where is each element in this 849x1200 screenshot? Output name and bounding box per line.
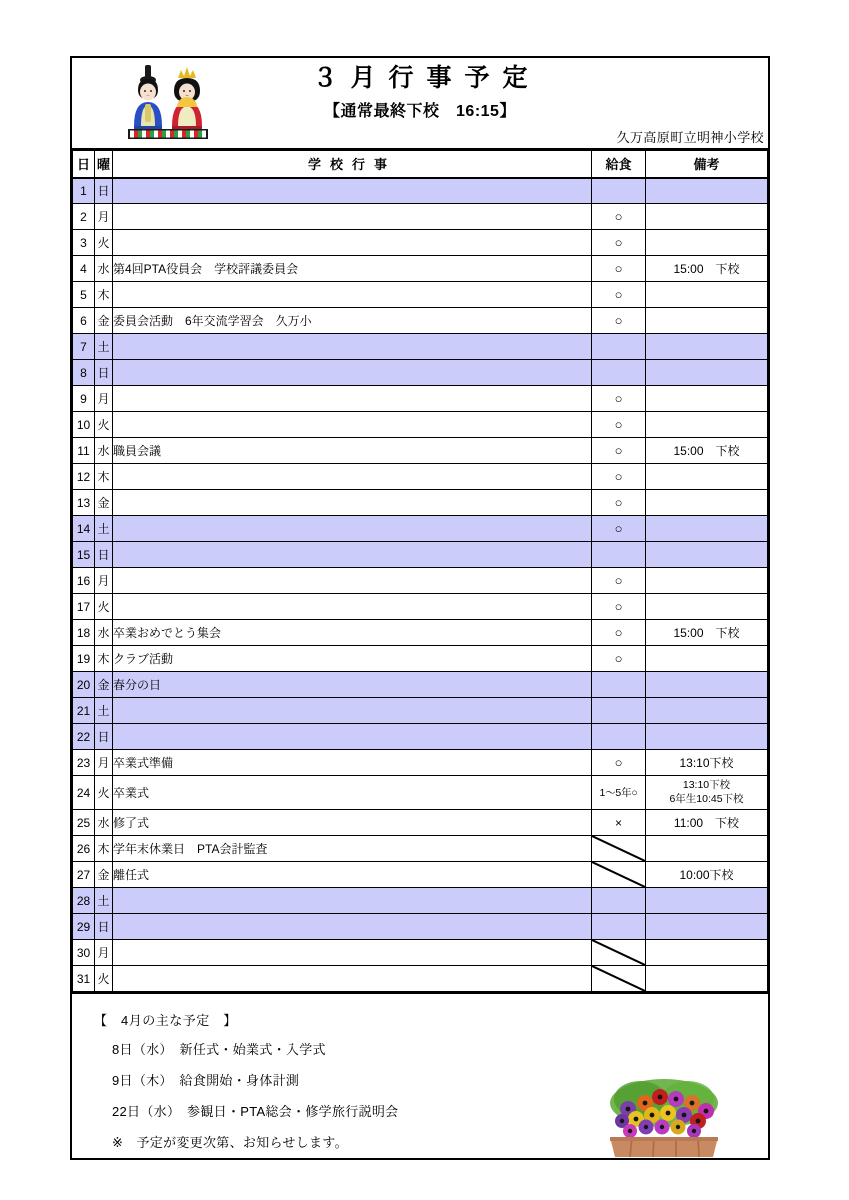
- cell-event: [113, 230, 592, 256]
- table-row: [73, 568, 768, 594]
- cell-weekday: 火: [95, 412, 113, 438]
- cell-event: 卒業おめでとう集会: [113, 620, 592, 646]
- cell-remarks: [646, 334, 768, 360]
- table-row: [73, 672, 768, 698]
- cell-day: 28: [73, 888, 95, 914]
- cell-lunch: [592, 776, 646, 810]
- cell-lunch: [592, 178, 646, 204]
- cell-lunch: [592, 646, 646, 672]
- cell-lunch: [592, 724, 646, 750]
- cell-weekday: 木: [95, 646, 113, 672]
- cell-remarks: 15:00 下校: [646, 256, 768, 282]
- table-row: [73, 360, 768, 386]
- cell-event: 第4回PTA役員会 学校評議委員会: [113, 256, 592, 282]
- cell-remarks: [646, 776, 768, 810]
- lunch-mark: ○: [614, 390, 623, 406]
- column-header-remarks: 備考: [646, 151, 768, 178]
- cell-weekday: 水: [95, 620, 113, 646]
- cell-weekday: 水: [95, 438, 113, 464]
- cell-lunch: [592, 966, 646, 992]
- cell-remarks: [646, 308, 768, 334]
- cell-event: [113, 412, 592, 438]
- calendar-sheet: [70, 56, 770, 1160]
- cell-day: 18: [73, 620, 95, 646]
- cell-weekday: 土: [95, 888, 113, 914]
- table-row: [73, 698, 768, 724]
- cell-weekday: 金: [95, 490, 113, 516]
- cell-weekday: 月: [95, 386, 113, 412]
- cell-day: 13: [73, 490, 95, 516]
- cell-day: 2: [73, 204, 95, 230]
- cell-day: 29: [73, 914, 95, 940]
- cell-lunch: [592, 862, 646, 888]
- cell-lunch: [592, 836, 646, 862]
- cell-lunch: [592, 888, 646, 914]
- column-header-event: 学校行事: [113, 151, 592, 178]
- cell-event: [113, 940, 592, 966]
- cell-event: [113, 698, 592, 724]
- column-header-lunch: 給食: [592, 151, 646, 178]
- lunch-mark: 1〜5年○: [599, 787, 638, 799]
- lunch-mark: ○: [614, 234, 623, 250]
- cell-remarks: [646, 490, 768, 516]
- cell-weekday: 木: [95, 464, 113, 490]
- lunch-mark: ○: [614, 286, 623, 302]
- cell-weekday: 木: [95, 282, 113, 308]
- cell-event: 学年末休業日 PTA会計監査: [113, 836, 592, 862]
- table-header-row: [73, 151, 768, 178]
- cell-weekday: 月: [95, 750, 113, 776]
- table-body: [73, 178, 768, 992]
- cell-lunch: [592, 490, 646, 516]
- cell-weekday: 火: [95, 776, 113, 810]
- flower-planter-icon: [602, 1073, 726, 1159]
- cell-remarks: 13:10下校: [646, 750, 768, 776]
- cell-day: 11: [73, 438, 95, 464]
- cell-day: 23: [73, 750, 95, 776]
- cell-lunch: [592, 308, 646, 334]
- cell-lunch: [592, 334, 646, 360]
- column-header-weekday: 曜: [95, 151, 113, 178]
- column-header-day: 日: [73, 151, 95, 178]
- cell-day: 6: [73, 308, 95, 334]
- table-row: [73, 178, 768, 204]
- cell-event: [113, 888, 592, 914]
- cell-event: [113, 490, 592, 516]
- cell-lunch: [592, 594, 646, 620]
- slash-mark: [592, 862, 645, 887]
- cell-remarks: [646, 282, 768, 308]
- notes-footnote: ※ 予定が変更次第、お知らせします。: [112, 1135, 348, 1150]
- cell-remarks: [646, 386, 768, 412]
- table-row: [73, 888, 768, 914]
- cell-weekday: 火: [95, 230, 113, 256]
- cell-weekday: 火: [95, 966, 113, 992]
- cell-weekday: 日: [95, 360, 113, 386]
- remarks-line-2: 6年生10:45下校: [669, 792, 744, 805]
- cell-remarks: [646, 360, 768, 386]
- cell-lunch: [592, 914, 646, 940]
- cell-lunch: [592, 698, 646, 724]
- cell-event: 春分の日: [113, 672, 592, 698]
- cell-event: [113, 464, 592, 490]
- cell-lunch: [592, 940, 646, 966]
- cell-day: 16: [73, 568, 95, 594]
- table-row: [73, 914, 768, 940]
- table-row: [73, 810, 768, 836]
- cell-event: 委員会活動 6年交流学習会 久万小: [113, 308, 592, 334]
- cell-day: 27: [73, 862, 95, 888]
- cell-day: 8: [73, 360, 95, 386]
- school-name: 久万高原町立明神小学校: [616, 130, 764, 145]
- cell-day: 7: [73, 334, 95, 360]
- table-row: [73, 334, 768, 360]
- cell-weekday: 金: [95, 308, 113, 334]
- title-block: [72, 58, 768, 121]
- lunch-mark: ○: [614, 572, 623, 588]
- cell-weekday: 木: [95, 836, 113, 862]
- remarks-line-1: 13:10下校: [682, 779, 731, 792]
- cell-day: 25: [73, 810, 95, 836]
- table-row: [73, 862, 768, 888]
- table-row: [73, 594, 768, 620]
- table-row: [73, 386, 768, 412]
- table-row: [73, 750, 768, 776]
- cell-day: 26: [73, 836, 95, 862]
- cell-remarks: 10:00下校: [646, 862, 768, 888]
- cell-remarks: [646, 204, 768, 230]
- cell-remarks: 11:00 下校: [646, 810, 768, 836]
- cell-remarks: 15:00 下校: [646, 438, 768, 464]
- cell-remarks: [646, 178, 768, 204]
- cell-remarks: 15:00 下校: [646, 620, 768, 646]
- lunch-mark: ○: [614, 494, 623, 510]
- cell-event: [113, 914, 592, 940]
- lunch-mark: ○: [614, 208, 623, 224]
- schedule-table: [72, 150, 768, 992]
- cell-event: 修了式: [113, 810, 592, 836]
- lunch-mark: ○: [614, 650, 623, 666]
- cell-day: 5: [73, 282, 95, 308]
- cell-remarks: [646, 516, 768, 542]
- cell-remarks: [646, 230, 768, 256]
- cell-day: 15: [73, 542, 95, 568]
- cell-remarks: [646, 940, 768, 966]
- table-row: [73, 308, 768, 334]
- cell-weekday: 土: [95, 516, 113, 542]
- cell-event: 卒業式準備: [113, 750, 592, 776]
- lunch-mark: ○: [614, 598, 623, 614]
- dismissal-subtitle: 【通常最終下校 16:15】: [324, 103, 516, 121]
- cell-weekday: 水: [95, 256, 113, 282]
- cell-day: 12: [73, 464, 95, 490]
- cell-event: [113, 542, 592, 568]
- table-row: [73, 230, 768, 256]
- slash-mark: [592, 940, 645, 965]
- cell-event: 職員会議: [113, 438, 592, 464]
- cell-lunch: [592, 516, 646, 542]
- cell-day: 30: [73, 940, 95, 966]
- cell-weekday: 水: [95, 810, 113, 836]
- cell-event: [113, 334, 592, 360]
- cell-remarks: [646, 542, 768, 568]
- cell-event: 離任式: [113, 862, 592, 888]
- masthead: [72, 58, 768, 150]
- cell-day: 9: [73, 386, 95, 412]
- cell-day: 17: [73, 594, 95, 620]
- cell-weekday: 金: [95, 862, 113, 888]
- cell-lunch: [592, 438, 646, 464]
- cell-remarks: [646, 914, 768, 940]
- cell-lunch: [592, 282, 646, 308]
- cell-day: 24: [73, 776, 95, 810]
- cell-lunch: [592, 412, 646, 438]
- cell-lunch: [592, 204, 646, 230]
- cell-day: 3: [73, 230, 95, 256]
- cell-event: [113, 568, 592, 594]
- cell-weekday: 土: [95, 334, 113, 360]
- cell-weekday: 日: [95, 178, 113, 204]
- cell-remarks: [646, 672, 768, 698]
- table-row: [73, 646, 768, 672]
- cell-remarks: [646, 412, 768, 438]
- cell-weekday: 月: [95, 940, 113, 966]
- cell-day: 21: [73, 698, 95, 724]
- lunch-mark: ○: [614, 624, 623, 640]
- lunch-mark: ○: [614, 442, 623, 458]
- notes-heading: 【 4月の主な予定 】: [94, 1013, 237, 1028]
- cell-lunch: [592, 230, 646, 256]
- table-row: [73, 542, 768, 568]
- cell-weekday: 日: [95, 542, 113, 568]
- cell-remarks: [646, 646, 768, 672]
- table-row: [73, 620, 768, 646]
- lunch-mark: ○: [614, 312, 623, 328]
- cell-weekday: 月: [95, 568, 113, 594]
- cell-event: [113, 966, 592, 992]
- cell-lunch: [592, 256, 646, 282]
- cell-weekday: 月: [95, 204, 113, 230]
- table-row: [73, 464, 768, 490]
- table-row: [73, 724, 768, 750]
- cell-day: 10: [73, 412, 95, 438]
- cell-lunch: [592, 620, 646, 646]
- cell-remarks: [646, 464, 768, 490]
- note-item: 22日（水） 参観日・PTA総会・修学旅行説明会: [112, 1104, 399, 1119]
- lunch-mark: ×: [614, 815, 622, 830]
- cell-remarks: [646, 888, 768, 914]
- cell-remarks: [646, 966, 768, 992]
- lunch-mark: ○: [614, 416, 623, 432]
- cell-weekday: 日: [95, 914, 113, 940]
- cell-day: 4: [73, 256, 95, 282]
- cell-weekday: 日: [95, 724, 113, 750]
- cell-remarks: [646, 568, 768, 594]
- cell-event: [113, 724, 592, 750]
- cell-event: [113, 360, 592, 386]
- cell-weekday: 金: [95, 672, 113, 698]
- lunch-mark: ○: [614, 260, 623, 276]
- table-row: [73, 516, 768, 542]
- cell-event: クラブ活動: [113, 646, 592, 672]
- cell-event: [113, 594, 592, 620]
- slash-mark: [592, 966, 645, 991]
- cell-weekday: 土: [95, 698, 113, 724]
- cell-lunch: [592, 360, 646, 386]
- cell-remarks: [646, 698, 768, 724]
- table-row: [73, 412, 768, 438]
- cell-event: [113, 516, 592, 542]
- cell-event: [113, 178, 592, 204]
- lunch-mark: ○: [614, 520, 623, 536]
- cell-remarks: [646, 836, 768, 862]
- cell-lunch: [592, 464, 646, 490]
- cell-event: [113, 386, 592, 412]
- cell-weekday: 火: [95, 594, 113, 620]
- table-row: [73, 256, 768, 282]
- table-row: [73, 282, 768, 308]
- cell-event: [113, 204, 592, 230]
- cell-day: 14: [73, 516, 95, 542]
- table-row: [73, 966, 768, 992]
- cell-day: 19: [73, 646, 95, 672]
- cell-lunch: [592, 810, 646, 836]
- lunch-mark: ○: [614, 468, 623, 484]
- table-row: [73, 438, 768, 464]
- table-row: [73, 776, 768, 810]
- cell-remarks: [646, 594, 768, 620]
- cell-lunch: [592, 542, 646, 568]
- note-item: 9日（木） 給食開始・身体計測: [112, 1073, 300, 1088]
- table-row: [73, 940, 768, 966]
- cell-day: 22: [73, 724, 95, 750]
- cell-lunch: [592, 750, 646, 776]
- note-item: 8日（水） 新任式・始業式・入学式: [112, 1042, 326, 1057]
- cell-day: 20: [73, 672, 95, 698]
- cell-day: 31: [73, 966, 95, 992]
- cell-lunch: [592, 568, 646, 594]
- page-title: ３月行事予定: [312, 64, 541, 92]
- table-row: [73, 836, 768, 862]
- cell-day: 1: [73, 178, 95, 204]
- cell-event: 卒業式: [113, 776, 592, 810]
- cell-event: [113, 282, 592, 308]
- cell-lunch: [592, 386, 646, 412]
- lunch-mark: ○: [614, 754, 623, 770]
- notes-section: [72, 992, 768, 1163]
- table-row: [73, 204, 768, 230]
- slash-mark: [592, 836, 645, 861]
- cell-remarks: [646, 724, 768, 750]
- cell-lunch: [592, 672, 646, 698]
- table-row: [73, 490, 768, 516]
